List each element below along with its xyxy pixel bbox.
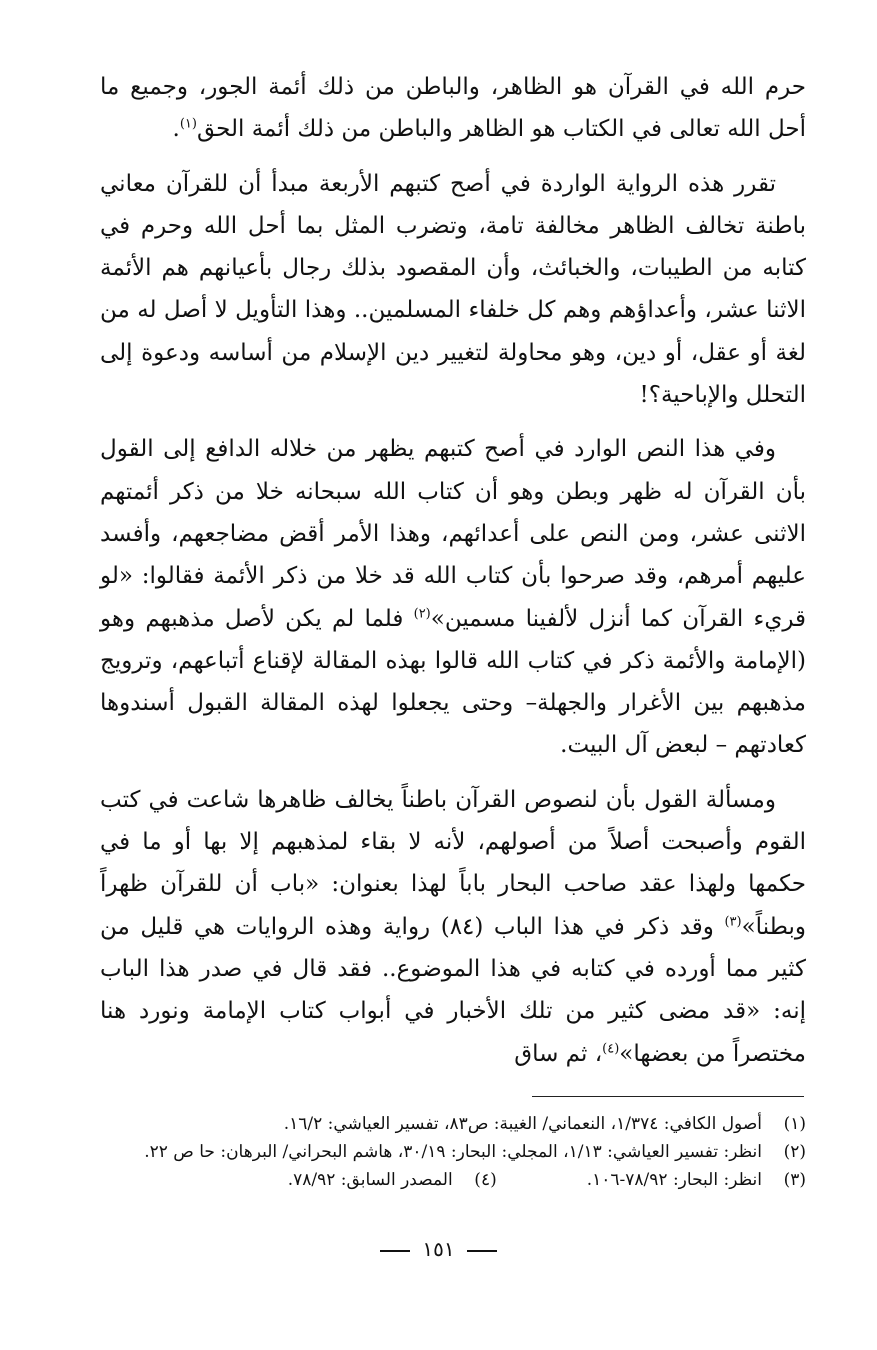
footnote-number: (٣) [783, 1170, 806, 1190]
footnote-2 [100, 1138, 806, 1166]
footnote-text: أصول الكافي: ١/٣٧٤، النعماني/ الغيبة: ص٨٣، تفسير العياشي: ١٦/٢. [283, 1114, 762, 1134]
paragraph-2: تقرر هذه الرواية الواردة في أصح كتبهم الأربعة مبدأ أن للقرآن معاني باطنة تخالف الظاهر مخالفة تامة، وتضرب المثل بما أحل الله وحرم في كتابه من الطيبات، والخبائث، وأن المقصود بذلك رجال بأعيانهم هم الأئمة الاثنا عشر، وأعداؤهم وهم كل خلفاء المسلمين.. وهذا التأويل لا أصل له من لغة أو عقل، أو دين، وهو محاولة لتغيير دين الإسلام من أساسه ودعوة إلى التحلل والإباحية؟! [100, 170, 806, 409]
footnote-ref-4: (٤) [602, 1040, 620, 1056]
footnote-ref-2: (٢) [413, 605, 431, 621]
footnote-ref-1: (١) [179, 116, 197, 132]
paragraph-4: ومسألة القول بأن لنصوص القرآن باطناً يخالف ظاهرها شاعت في كتب القوم وأصبحت أصلاً من أصولهم، لأنه لا بقاء لمذهبهم إلا بها أو ما في حكمها ولهذا عقد صاحب البحار باباً لهذا بعنوان: «باب أن للقرآن ظهراً وبطناً»$^{(٣)}$ وقد ذكر في هذا الباب (٨٤) رواية وهذه الروايات هي قليل من كثير مما أورده في كتابه في هذا الموضوع.. فقد قال في صدر هذا الباب إنه: «قد مضى كثير من تلك الأخبار في أبواب كتاب الإمامة ونورد هنا مختصراً من بعضها»$^{(٤)}$، ثم ساق [100, 786, 807, 1067]
footnote-3 [100, 1166, 806, 1194]
footnote-number: (٤) [474, 1170, 497, 1190]
footnote-ref-3: (٣) [724, 913, 742, 929]
paragraph-1: حرم الله في القرآن هو الظاهر، والباطن من ذلك أئمة الجور، وجميع ما أحل الله تعالى في الكتاب هو الظاهر والباطن من ذلك أئمة الحق$^{(١)}$. [100, 74, 806, 143]
footnote-number: (٢) [783, 1142, 806, 1162]
footnote-text: المصدر السابق: ٧٨/٩٢. [287, 1170, 453, 1190]
main-text [100, 66, 806, 1075]
footnote-text: انظر: البحار: ٧٨/٩٢-١٠٦. [586, 1170, 762, 1190]
footnote-number: (١) [783, 1114, 806, 1134]
footnote-text: انظر: تفسير العياشي: ١/١٣، المجلي: البحار: ٣٠/١٩، هاشم البحراني/ البرهان: حا ص ٢٢. [144, 1142, 762, 1162]
paragraph-3: وفي هذا النص الوارد في أصح كتبهم يظهر من خلاله الدافع إلى القول بأن القرآن له ظهر وبطن وهو أن كتاب الله سبحانه خلا من ذكر أئمتهم الاثنى عشر، ومن النص على أعدائهم، وهذا الأمر أقض مضاجعهم، وأفسد عليهم أمرهم، وقد صرحوا بأن كتاب الله قد خلا من ذكر الأئمة فقالوا: «لو قريء القرآن كما أنزل لألفينا مسمين»$^{(٢)}$ فلما لم يكن لأصل مذهبهم وهو (الإمامة والأئمة ذكر في كتاب الله قالوا بهذه المقالة لإقناع أتباعهم، وترويج مذهبهم بين الأغرار والجهلة– وحتى يجعلوا لهذه المقالة القبول أسندوها كعادتهم – لبعض آل البيت. [100, 436, 807, 759]
dash [467, 1250, 497, 1252]
page-number: ١٥١ [0, 1237, 877, 1261]
footnotes [100, 1110, 806, 1194]
dash [380, 1250, 410, 1252]
footnote-1 [100, 1110, 806, 1138]
footnote-separator [532, 1096, 804, 1097]
